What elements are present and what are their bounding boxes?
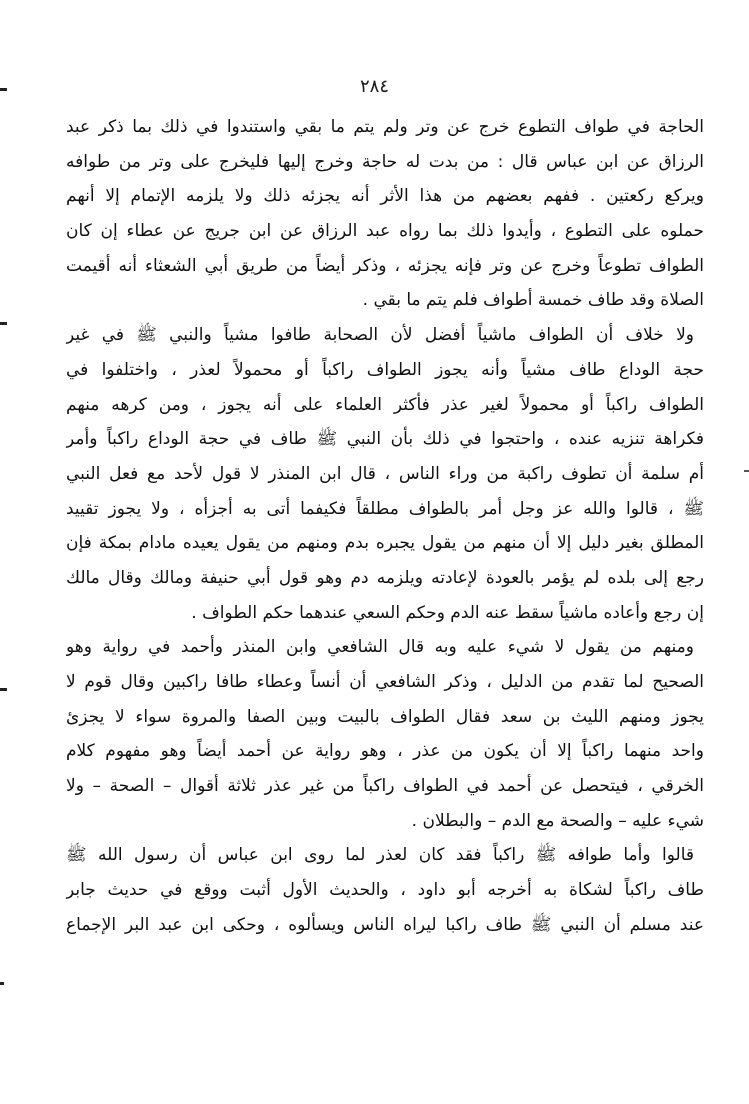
text-line: المطلق بغير دليل إلا أن منهم من يقول يجبره بدم ومنهم من يقول يعيده مادام بمكة فإن — [66, 533, 704, 554]
text-line: ومنهم من يقول لا شيء عليه وبه قال الشافعي وابن المنذر وأحمد في رواية وهو — [66, 637, 694, 658]
text-line: واحد منهما راكباً إلا أن يكون من عذر ، وهو رواية عن أحمد أيضاً وهو مفهوم كلام — [66, 741, 704, 762]
text-line: يجوز ومنهم الليث بن سعد فقال الطواف بالبيت وبين الصفا والمروة سواء لا يجزئ — [66, 706, 704, 727]
text-line: حملوه على التطوع ، وأيدوا ذلك بما رواه عبد الرزاق عن ابن جريج عن عطاء إن كان — [66, 221, 704, 242]
text-line: فكراهة تنزيه عنده ، واحتجوا في ذلك بأن النبي ﷺ طاف في حجة الوداع راكباً وأمر — [66, 429, 704, 450]
text-line: ويركع ركعتين . ففهم بعضهم من هذا الأثر أنه يجزئه ذلك ولا يلزمه الإتمام إلا أنهم — [66, 186, 704, 207]
text-line: شيء عليه – والصحة مع الدم – والبطلان . — [411, 810, 704, 831]
text-line: طاف راكباً لشكاة به أخرجه أبو داود ، والحديث الأول أثبت ووقع في حديث جابر — [66, 880, 704, 901]
text-line: الرزاق عن ابن عباس قال : من بدت له حاجة وخرج إليها فليخرج على وتر من طوافه — [66, 151, 704, 172]
body-text — [66, 110, 704, 943]
text-line: أم سلمة أن تطوف راكبة من وراء الناس ، قال ابن المنذر لا قول لأحد مع فعل النبي — [66, 463, 704, 484]
scan-edge-mark — [0, 982, 4, 985]
scan-edge-mark — [0, 688, 7, 691]
text-line: قالوا وأما طوافه ﷺ راكباً فقد كان لعذر لما روى ابن عباس أن رسول الله ﷺ — [66, 845, 694, 866]
text-line: رجع إلى بلده لم يؤمر بالعودة لإعادته ويلزمه دم وهو قول أبي حنيفة ومالك وقال مالك — [66, 567, 704, 588]
text-line: عند مسلم أن النبي ﷺ طاف راكبا ليراه الناس ويسألوه ، وحكى ابن عبد البر الإجماع — [66, 914, 704, 935]
text-line: إن رجع وأعاده ماشياً سقط عنه الدم وحكم السعي عندهما حكم الطواف . — [191, 602, 704, 623]
text-line: الخرقي ، فيتحصل عن أحمد في الطواف راكباً من غير عذر ثلاثة أقوال – الصحة – ولا — [66, 776, 704, 797]
text-line: حجة الوداع طاف مشياً وأنه يجوز الطواف راكباً أو محمولاً لعذر ، واختلفوا في — [66, 359, 704, 380]
text-line: ﷺ ، قالوا والله عز وجل أمر بالطواف مطلقاً فكيفما أتى به أجزأه ، ولا يجوز تقييد — [66, 498, 704, 519]
scan-edge-mark — [744, 470, 749, 472]
text-line: الصحيح لما تقدم من الدليل ، وذكر الشافعي أن أنساً وعطاء طافا راكبين وقال قوم لا — [66, 672, 704, 692]
text-line: الطواف راكباً أو محمولاً لغير عذر فأكثر العلماء على أنه يجوز ، ومن كرهه منهم — [66, 394, 704, 415]
text-line: الطواف تطوعاً وخرج عن وتر فإنه يجزئه ، وذكر أيضاً من طريق أبي الشعثاء أنه أقيمت — [66, 255, 704, 276]
text-line: الصلاة وقد طاف خمسة أطواف فلم يتم ما بقي . — [362, 290, 704, 311]
page-number: ٢٨٤ — [359, 76, 389, 97]
text-line: ولا خلاف أن الطواف ماشياً أفضل لأن الصحابة طافوا مشياً والنبي ﷺ في غير — [66, 325, 694, 346]
scan-edge-mark — [0, 322, 7, 325]
text-line: الحاجة في طواف التطوع خرج عن وتر ولم يتم ما بقي واستندوا في ذلك بما ذكر عبد — [66, 117, 704, 137]
scan-edge-mark — [0, 88, 7, 91]
